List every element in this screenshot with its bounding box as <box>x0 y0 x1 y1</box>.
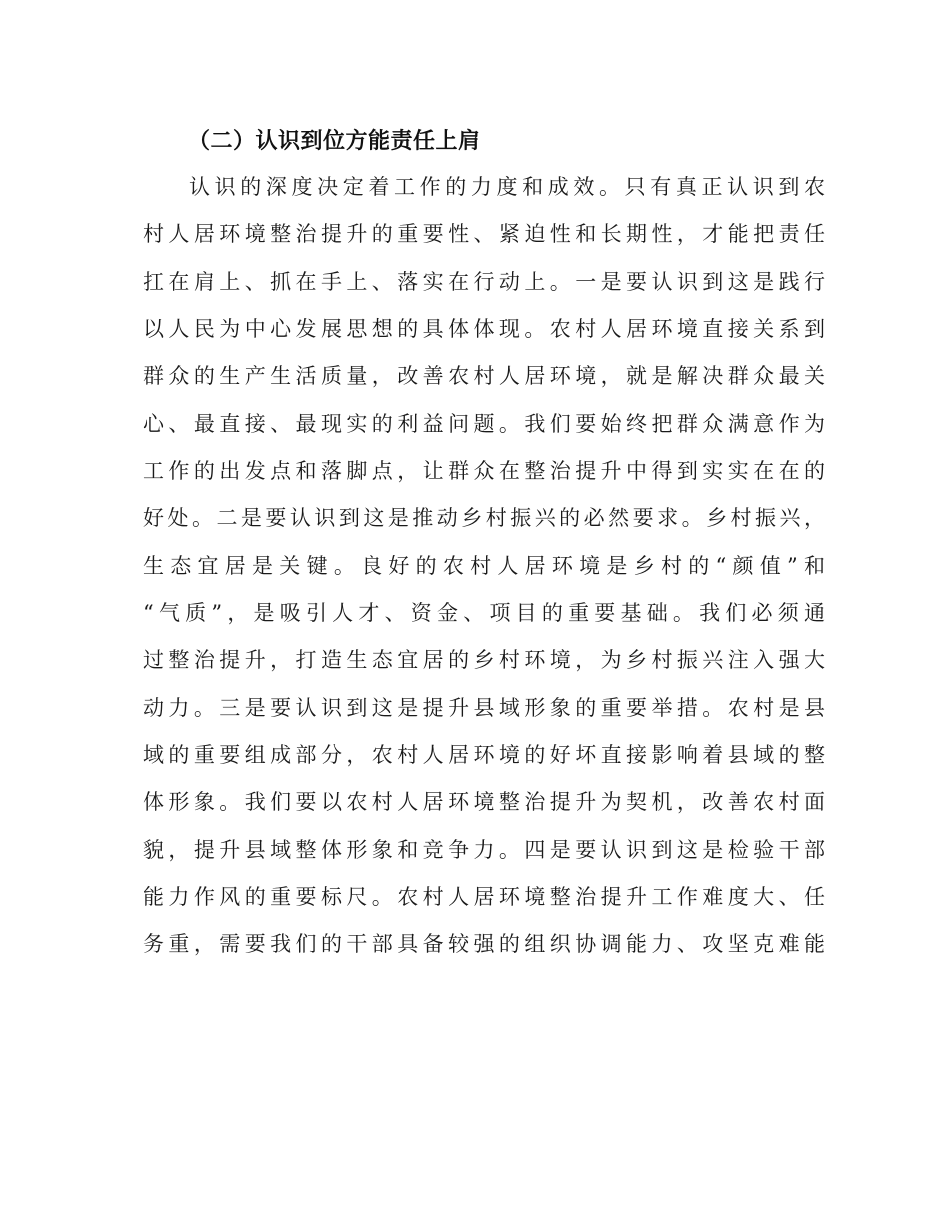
paragraph-line: 群众的生产生活质量，改善农村人居环境，就是解决群众最关 <box>143 364 825 389</box>
paragraph-line: 过整治提升，打造生态宜居的乡村环境，为乡村振兴注入强大 <box>143 648 825 673</box>
paragraph-line: 以人民为中心发展思想的具体体现。农村人居环境直接关系到 <box>143 316 825 341</box>
paragraph-line: 能力作风的重要标尺。农村人居环境整治提升工作难度大、任 <box>143 884 825 909</box>
paragraph-line: 心、最直接、最现实的利益问题。我们要始终把群众满意作为 <box>143 411 825 436</box>
paragraph-line: 动力。三是要认识到这是提升县域形象的重要举措。农村是县 <box>143 695 825 720</box>
body-paragraph <box>143 164 825 969</box>
paragraph-line: 域的重要组成部分，农村人居环境的好坏直接影响着县域的整 <box>143 742 825 767</box>
paragraph-line: 生态宜居是关键。良好的农村人居环境是乡村的“颜值”和 <box>143 553 825 578</box>
paragraph-line: “气质”，是吸引人才、资金、项目的重要基础。我们必须通 <box>143 600 825 625</box>
paragraph-line: 认识的深度决定着工作的力度和成效。只有真正认识到农 <box>189 175 825 199</box>
paragraph-line: 村人居环境整治提升的重要性、紧迫性和长期性，才能把责任 <box>143 222 825 247</box>
section-heading: （二）认识到位方能责任上肩 <box>188 129 481 154</box>
paragraph-line: 体形象。我们要以农村人居环境整治提升为契机，改善农村面 <box>143 790 825 815</box>
paragraph-line: 务重，需要我们的干部具备较强的组织协调能力、攻坚克难能 <box>143 932 825 957</box>
paragraph-line: 工作的出发点和落脚点，让群众在整治提升中得到实实在在的 <box>143 458 825 483</box>
paragraph-line: 貌，提升县域整体形象和竞争力。四是要认识到这是检验干部 <box>143 837 825 862</box>
paragraph-line: 扛在肩上、抓在手上、落实在行动上。一是要认识到这是践行 <box>143 269 825 294</box>
paragraph-line: 好处。二是要认识到这是推动乡村振兴的必然要求。乡村振兴， <box>143 506 825 531</box>
